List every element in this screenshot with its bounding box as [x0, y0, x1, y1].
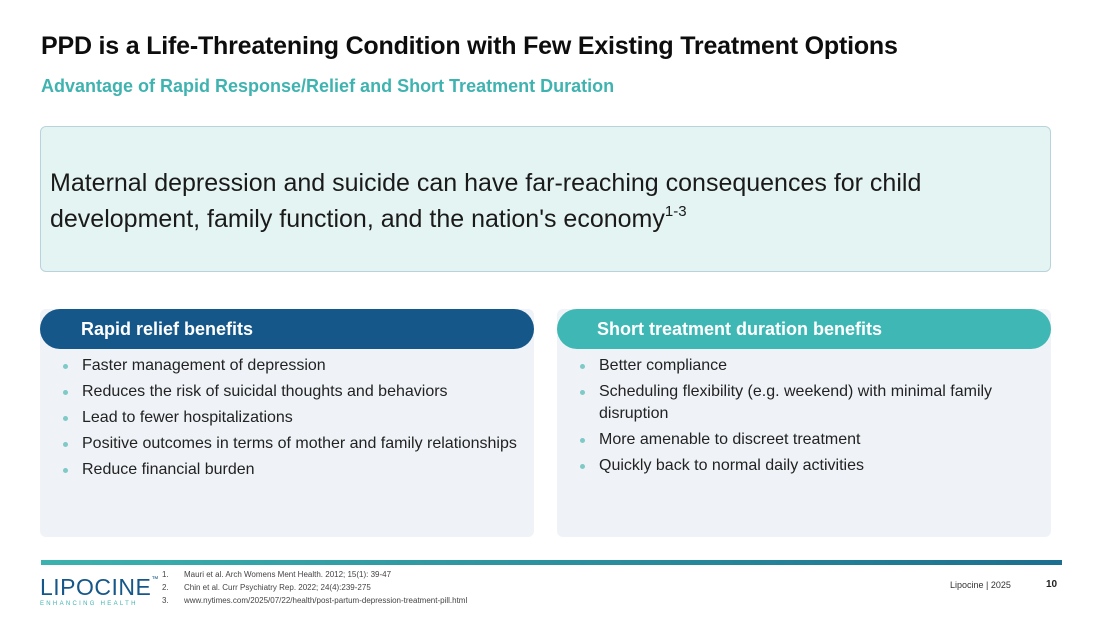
reference-number: 2.	[162, 583, 169, 592]
callout-citation: 1-3	[664, 203, 687, 220]
list-item-text: Better compliance	[599, 357, 728, 374]
slide-subtitle: Advantage of Rapid Response/Relief and Short Treatment Duration	[41, 76, 615, 96]
bullet-icon	[63, 442, 68, 447]
bullet-icon	[63, 468, 68, 473]
logo-wordmark	[40, 568, 159, 600]
key-message-callout	[40, 126, 1051, 272]
list-item	[40, 459, 534, 481]
reference-text: Chin et al. Curr Psychiatry Rep. 2022; 24(4):239-275	[184, 583, 371, 592]
bullet-icon	[580, 364, 585, 369]
list-item-text: More amenable to discreet treatment	[599, 431, 861, 448]
logo-text: LIPOCINE	[40, 574, 152, 600]
logo-trademark: ™	[151, 576, 159, 583]
reference-item	[162, 581, 467, 594]
page-number: 10	[1046, 579, 1058, 590]
short-duration-header: Short treatment duration benefits	[557, 309, 1051, 349]
bullet-icon	[63, 416, 68, 421]
reference-number: 1.	[162, 570, 169, 579]
list-item	[40, 381, 534, 403]
list-item-text: Faster management of depression	[82, 357, 326, 374]
bullet-icon	[63, 364, 68, 369]
list-item	[40, 407, 534, 429]
list-item-text: Positive outcomes in terms of mother and family relationships	[82, 435, 517, 452]
list-item	[557, 429, 1051, 451]
list-item-text: Reduce financial burden	[82, 461, 255, 478]
bullet-icon	[63, 390, 68, 395]
short-duration-panel	[557, 309, 1051, 537]
bullet-icon	[580, 464, 585, 469]
references-list	[162, 568, 467, 607]
footer-company-year: Lipocine | 2025	[950, 580, 1011, 590]
callout-body: Maternal depression and suicide can have far-reaching consequences for child development, family function, and the nation's economy	[50, 169, 922, 233]
list-item	[557, 381, 1051, 425]
rapid-relief-header: Rapid relief benefits	[40, 309, 534, 349]
list-item-text: Quickly back to normal daily activities	[599, 457, 864, 474]
list-item	[557, 355, 1051, 377]
logo-tagline: ENHANCING HEALTH	[40, 601, 138, 607]
reference-text: Mauri et al. Arch Womens Ment Health. 2012; 15(1): 39-47	[184, 570, 392, 579]
list-item	[40, 433, 534, 455]
bullet-icon	[580, 438, 585, 443]
callout-text	[50, 165, 1030, 237]
slide-title: PPD is a Life-Threatening Condition with Few Existing Treatment Options	[41, 32, 898, 60]
footer-divider	[41, 560, 1062, 565]
bullet-icon	[580, 390, 585, 395]
reference-item	[162, 568, 467, 581]
list-item-text: Reduces the risk of suicidal thoughts and behaviors	[82, 383, 448, 400]
reference-number: 3.	[162, 596, 169, 605]
list-item	[40, 355, 534, 377]
rapid-relief-list	[40, 355, 534, 485]
list-item	[557, 455, 1051, 477]
list-item-text: Lead to fewer hospitalizations	[82, 409, 293, 426]
reference-text: www.nytimes.com/2025/07/22/health/post-partum-depression-treatment-pill.html	[184, 596, 468, 605]
rapid-relief-panel	[40, 309, 534, 537]
list-item-text: Scheduling flexibility (e.g. weekend) with minimal family disruption	[599, 383, 993, 422]
short-duration-list	[557, 355, 1051, 481]
company-logo	[40, 568, 159, 607]
reference-item	[162, 594, 467, 607]
